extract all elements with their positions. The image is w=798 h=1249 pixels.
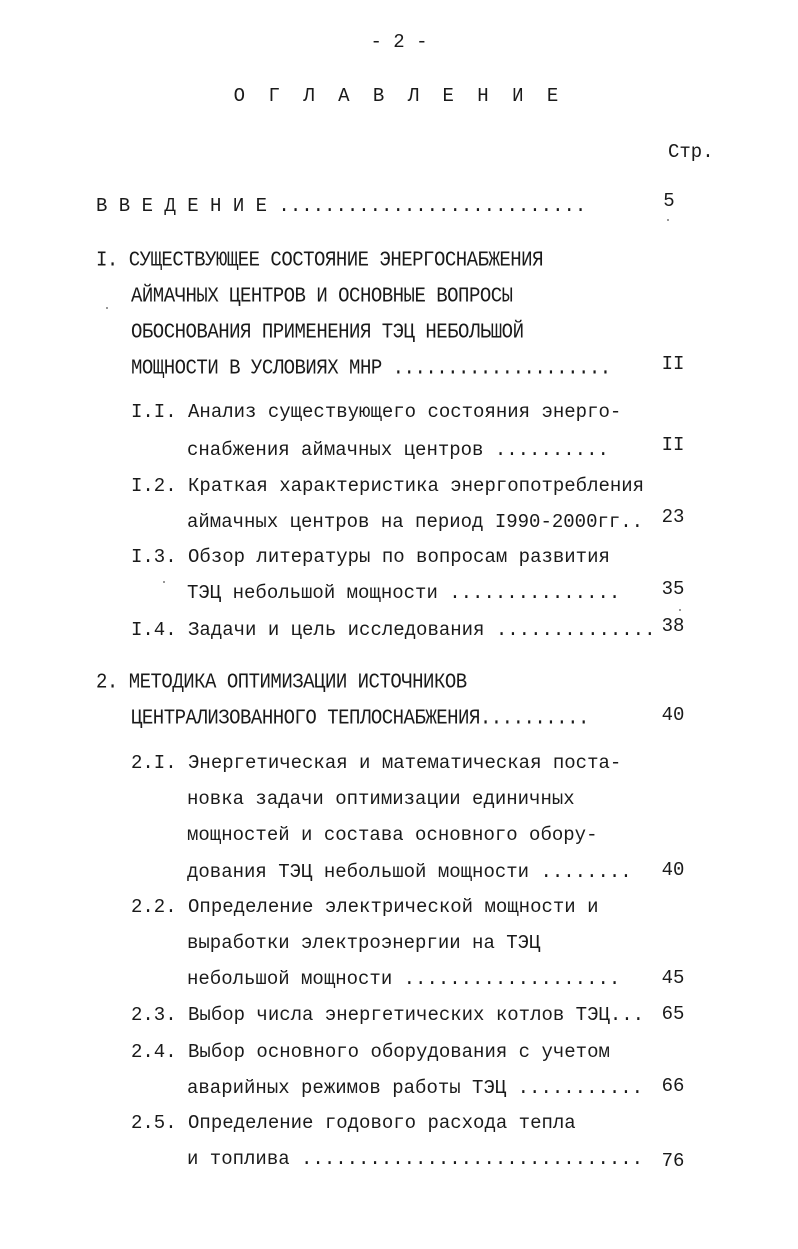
toc-page-introduction: 5 bbox=[663, 190, 675, 212]
toc-section-2-2-line1: 2.2. Определение электрической мощности и bbox=[131, 896, 599, 918]
toc-chapter-1-line3: ОБОСНОВАНИЯ ПРИМЕНЕНИЯ ТЭЦ НЕБОЛЬШОЙ bbox=[131, 319, 524, 345]
toc-section-2-1-line4: дования ТЭЦ небольшой мощности ........ bbox=[187, 861, 632, 883]
toc-chapter-2-line2: ЦЕНТРАЛИЗОВАННОГО ТЕПЛОСНАБЖЕНИЯ.......... bbox=[131, 705, 589, 731]
toc-page-section-1-2: 23 bbox=[661, 506, 685, 528]
toc-page-section-2-2: 45 bbox=[661, 967, 685, 989]
toc-page-section-1-3: 35 bbox=[661, 578, 685, 600]
toc-page-section-2-3: 65 bbox=[661, 1003, 685, 1025]
toc-section-1-2-line2: аймачных центров на период I990-2000гг.. bbox=[187, 511, 644, 533]
toc-section-1-1-line2: снабжения аймачных центров .......... bbox=[187, 439, 609, 461]
page-column-label: Стр. bbox=[668, 141, 714, 163]
toc-section-1-3-line2: ТЭЦ небольшой мощности ............... bbox=[187, 582, 621, 604]
scan-speck bbox=[106, 307, 108, 309]
page-number: - 2 - bbox=[370, 31, 428, 53]
scan-speck bbox=[163, 581, 165, 583]
toc-section-1-1-line1: I.I. Анализ существующего состояния энерго- bbox=[131, 401, 622, 423]
scan-speck bbox=[667, 219, 669, 221]
toc-section-2-5-line2: и топлива .............................. bbox=[187, 1148, 644, 1170]
toc-page-chapter-1: II bbox=[661, 353, 685, 375]
toc-chapter-2-line1: 2. МЕТОДИКА ОПТИМИЗАЦИИ ИСТОЧНИКОВ bbox=[96, 669, 467, 695]
toc-page-section-1-1: II bbox=[661, 434, 685, 456]
toc-entry-introduction: В В Е Д Е Н И Е ........................... bbox=[96, 195, 587, 217]
toc-section-1-3-line1: I.3. Обзор литературы по вопросам развития bbox=[131, 546, 610, 568]
toc-section-2-4-line1: 2.4. Выбор основного оборудования с учетом bbox=[131, 1041, 610, 1063]
toc-section-1-2-line1: I.2. Краткая характеристика энергопотребления bbox=[131, 475, 645, 497]
scan-speck bbox=[679, 609, 681, 611]
toc-section-2-3: 2.3. Выбор числа энергетических котлов ТЭЦ... bbox=[131, 1004, 645, 1026]
toc-page-section-1-4: 38 bbox=[661, 615, 685, 637]
toc-chapter-1-line1: I. СУЩЕСТВУЮЩЕЕ СОСТОЯНИЕ ЭНЕРГОСНАБЖЕНИЯ bbox=[96, 247, 543, 273]
toc-page-chapter-2: 40 bbox=[661, 704, 685, 726]
toc-page-section-2-4: 66 bbox=[661, 1075, 685, 1097]
toc-chapter-1-line4: МОЩНОСТИ В УСЛОВИЯХ МНР .................... bbox=[131, 355, 611, 381]
toc-section-2-4-line2: аварийных режимов работы ТЭЦ ........... bbox=[187, 1077, 644, 1099]
toc-page-section-2-5: 76 bbox=[661, 1150, 685, 1172]
toc-section-2-2-line2: выработки электроэнергии на ТЭЦ bbox=[187, 932, 541, 954]
toc-chapter-1-line2: АЙМАЧНЫХ ЦЕНТРОВ И ОСНОВНЫЕ ВОПРОСЫ bbox=[131, 283, 513, 309]
toc-section-2-2-line3: небольшой мощности ................... bbox=[187, 968, 621, 990]
toc-section-2-5-line1: 2.5. Определение годового расхода тепла bbox=[131, 1112, 576, 1134]
toc-section-1-4: I.4. Задачи и цель исследования .............. bbox=[131, 619, 656, 641]
toc-title: О Г Л А В Л Е Н И Е bbox=[233, 85, 565, 107]
toc-section-2-1-line1: 2.I. Энергетическая и математическая поста- bbox=[131, 752, 622, 774]
toc-page-section-2-1: 40 bbox=[661, 859, 685, 881]
toc-section-2-1-line3: мощностей и состава основного обору- bbox=[187, 824, 598, 846]
toc-section-2-1-line2: новка задачи оптимизации единичных bbox=[187, 788, 575, 810]
